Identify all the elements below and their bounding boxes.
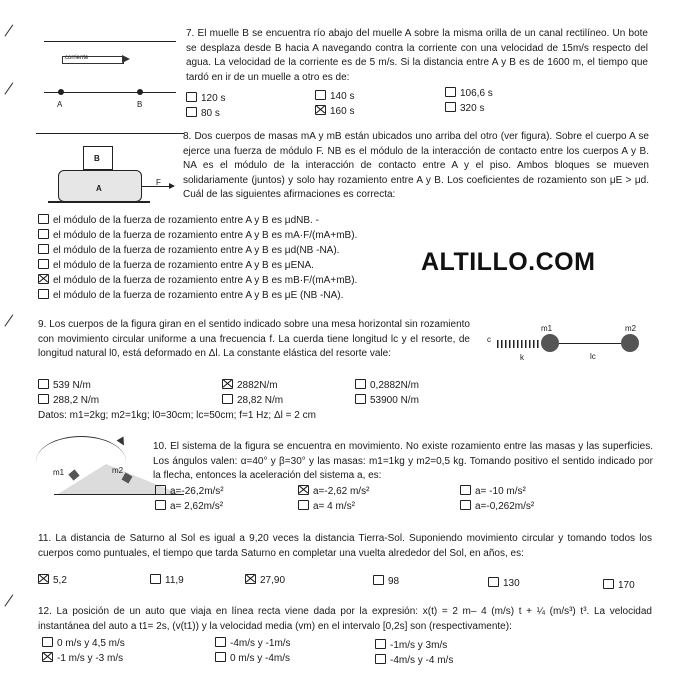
q9-label-m1: m1 bbox=[541, 324, 553, 333]
margin-mark bbox=[4, 595, 13, 607]
q11-option[interactable]: 170 bbox=[603, 579, 635, 594]
checked-checkbox[interactable] bbox=[315, 105, 326, 115]
q9-option[interactable]: 28,82 N/m bbox=[222, 394, 283, 409]
q12-text: 12. La posición de un auto que viaja en línea recta viene dada por la expresión: x(t) = 2 m– 4 (m/s) t + ¼ (m/s³) t³. La velocidad instantánea del auto a t1= 2s, (v(t1)) y la velocidad media (vm) en el intervalo [0,2s] son (respectivamente): bbox=[38, 606, 652, 632]
checkbox[interactable] bbox=[355, 379, 366, 389]
q12-option[interactable]: 0 m/s y -4m/s bbox=[215, 652, 290, 667]
checkbox[interactable] bbox=[375, 654, 386, 664]
q9-mass-1 bbox=[541, 334, 559, 352]
q8-option[interactable]: el módulo de la fuerza de rozamiento entre A y B es mA·F/(mA+mB). bbox=[38, 229, 357, 244]
checked-checkbox[interactable] bbox=[298, 485, 309, 495]
q9-option[interactable]: 288,2 N/m bbox=[38, 394, 99, 409]
checkbox[interactable] bbox=[603, 579, 614, 589]
q10-label-m1: m1 bbox=[53, 468, 65, 477]
margin-mark bbox=[4, 315, 13, 327]
checkbox[interactable] bbox=[38, 229, 49, 239]
checked-checkbox[interactable] bbox=[38, 274, 49, 284]
q9-text: 9. Los cuerpos de la figura giran en el sentido indicado sobre una mesa horizontal sin rozamiento con movimiento circular uniforme a una frecuencia f. La cuerda tiene longitud lc y el resorte, de longitud natural l0, está deformado en Δl. La constante elástica del resorte vale: bbox=[38, 319, 470, 359]
q10-text: 10. El sistema de la figura se encuentra en movimiento. No existe rozamiento entre las masas y las superficies. Los ángulos valen: α=40° y β=30° y las masas: m1=1kg y m2=0,5 kg. Tomando positivo el sentido indicado por la flecha, entonces la aceleración del sistema a, es: bbox=[153, 441, 653, 481]
q12-option-checked[interactable]: -1 m/s y -3 m/s bbox=[42, 652, 123, 667]
checkbox[interactable] bbox=[222, 394, 233, 404]
watermark: ALTILLO.COM bbox=[421, 248, 596, 276]
q7-option[interactable]: 80 s bbox=[186, 107, 220, 122]
q8-label-a: A bbox=[96, 184, 102, 193]
q10-option-checked[interactable]: a=-2,62 m/s² bbox=[298, 485, 369, 500]
q7-option[interactable]: 120 s bbox=[186, 92, 225, 107]
checkbox[interactable] bbox=[38, 379, 49, 389]
checkbox[interactable] bbox=[155, 485, 166, 495]
checkbox[interactable] bbox=[42, 637, 53, 647]
q11-option[interactable]: 98 bbox=[373, 575, 399, 590]
q11-option-checked[interactable]: 5,2 bbox=[38, 574, 67, 589]
q9-label-k: k bbox=[520, 353, 524, 362]
q9-option[interactable]: 539 N/m bbox=[38, 379, 91, 394]
q7-arrow-label: corriente bbox=[65, 55, 89, 61]
q7-option[interactable]: 106,6 s bbox=[445, 87, 493, 102]
q12-option[interactable]: -4m/s y -4 m/s bbox=[375, 654, 453, 669]
q9-option[interactable]: 0,2882N/m bbox=[355, 379, 419, 394]
checkbox[interactable] bbox=[186, 107, 197, 117]
checkbox[interactable] bbox=[460, 485, 471, 495]
q8-option[interactable]: el módulo de la fuerza de rozamiento entre A y B es μE (NB -NA). bbox=[38, 289, 343, 304]
checked-checkbox[interactable] bbox=[38, 574, 49, 584]
checkbox[interactable] bbox=[38, 244, 49, 254]
checkbox[interactable] bbox=[38, 259, 49, 269]
q8-option[interactable]: el módulo de la fuerza de rozamiento entre A y B es μENA. bbox=[38, 259, 314, 274]
checkbox[interactable] bbox=[38, 289, 49, 299]
q9-label-m2: m2 bbox=[625, 324, 637, 333]
checkbox[interactable] bbox=[315, 90, 326, 100]
q11-option[interactable]: 130 bbox=[488, 577, 520, 592]
checkbox[interactable] bbox=[215, 652, 226, 662]
checked-checkbox[interactable] bbox=[222, 379, 233, 389]
q8-label-b: B bbox=[94, 154, 100, 163]
margin-mark bbox=[4, 83, 13, 95]
q9-label-c: c bbox=[487, 335, 491, 344]
q11-option[interactable]: 11,9 bbox=[150, 574, 184, 589]
q8-option[interactable]: el módulo de la fuerza de rozamiento entre A y B es μd(NB -NA). bbox=[38, 244, 339, 259]
q7-top-line bbox=[44, 41, 176, 42]
q8-top-rule bbox=[36, 133, 184, 134]
q9-string bbox=[559, 343, 621, 344]
q9-spring bbox=[497, 340, 541, 348]
q8-option-checked[interactable]: el módulo de la fuerza de rozamiento entre A y B es mB·F/(mA+mB). bbox=[38, 274, 357, 289]
q7-dot-b bbox=[137, 89, 143, 95]
q10-option[interactable]: a=-26,2m/s² bbox=[155, 485, 224, 500]
q10-option[interactable]: a=-0,262m/s² bbox=[460, 500, 534, 515]
checked-checkbox[interactable] bbox=[42, 652, 53, 662]
q8-option[interactable]: el módulo de la fuerza de rozamiento entre A y B es μdNB. - bbox=[38, 214, 319, 229]
q9-label-lc: lc bbox=[590, 352, 596, 361]
q7-arrow-head bbox=[122, 55, 130, 63]
q9-mass-2 bbox=[621, 334, 639, 352]
q7-current-arrow bbox=[62, 56, 124, 64]
q11-text: 11. La distancia de Saturno al Sol es igual a 9,20 veces la distancia Tierra-Sol. Suponiendo movimiento circular y tomando todos los cuerpos como puntuales, el tiempo que tarda Saturno en completar una vuelta alrededor del Sol, en años, es: bbox=[38, 533, 652, 559]
q10-option[interactable]: a= 4 m/s² bbox=[298, 500, 355, 515]
q8-force-head bbox=[169, 183, 175, 189]
q10-option[interactable]: a= 2,62m/s² bbox=[155, 500, 223, 515]
checkbox[interactable] bbox=[155, 500, 166, 510]
checkbox[interactable] bbox=[38, 214, 49, 224]
q11-option-checked[interactable]: 27,90 bbox=[245, 574, 285, 589]
q7-dot-a bbox=[58, 89, 64, 95]
margin-mark bbox=[4, 25, 13, 37]
checkbox[interactable] bbox=[488, 577, 499, 587]
q12-option[interactable]: 0 m/s y 4,5 m/s bbox=[42, 637, 125, 652]
q7-option[interactable]: 320 s bbox=[445, 102, 484, 117]
checkbox[interactable] bbox=[445, 87, 456, 97]
q12-option[interactable]: -4m/s y -1m/s bbox=[215, 637, 291, 652]
checkbox[interactable] bbox=[38, 394, 49, 404]
q9-option[interactable]: 53900 N/m bbox=[355, 394, 419, 409]
checkbox[interactable] bbox=[355, 394, 366, 404]
q7-option[interactable]: 140 s bbox=[315, 90, 354, 105]
q7-label-a: A bbox=[57, 100, 63, 109]
checkbox[interactable] bbox=[460, 500, 471, 510]
q9-data-line: Datos: m1=2kg; m2=1kg; l0=30cm; lc=50cm; f=1 Hz; Δl = 2 cm bbox=[38, 410, 316, 421]
q7-option-checked[interactable]: 160 s bbox=[315, 105, 354, 120]
q7-label-b: B bbox=[137, 100, 143, 109]
checkbox[interactable] bbox=[150, 574, 161, 584]
checkbox[interactable] bbox=[373, 575, 384, 585]
q7-text: 7. El muelle B se encuentra río abajo del muelle A sobre la misma orilla de un canal rectilíneo. Un bote se desplaza desde B hacia A navegando contra la corriente con una velocidad de 15m/s respecto del agua. La velocidad de la corriente es de 5 m/s. Si la distancia entre A y B es de 1600 m, el tiempo que tardó en ir de un muelle a otro es de: bbox=[186, 28, 648, 83]
q9-option-checked[interactable]: 2882N/m bbox=[222, 379, 278, 394]
checked-checkbox[interactable] bbox=[245, 574, 256, 584]
checkbox[interactable] bbox=[298, 500, 309, 510]
q8-floor bbox=[48, 201, 150, 203]
checkbox[interactable] bbox=[186, 92, 197, 102]
q8-label-f: F bbox=[156, 178, 161, 187]
q10-label-m2: m2 bbox=[112, 466, 124, 475]
checkbox[interactable] bbox=[215, 637, 226, 647]
q12-option[interactable]: -1m/s y 3m/s bbox=[375, 639, 447, 654]
checkbox[interactable] bbox=[445, 102, 456, 112]
q8-text: 8. Dos cuerpos de masas mA y mB están ubicados uno arriba del otro (ver figura). Sobre el cuerpo A se ejerce una fuerza de módulo F. NB es el módulo de la interacción de contacto entre los cuerpos A y B. NA es el módulo de la interacción de contacto entre A y el piso. Ambos bloques se mueven solidariamente (juntos) y solo hay rozamiento entre A y B. Los coeficientes de rozamiento son μE > μd. Cuál de las siguientes afirmaciones es correcta: bbox=[183, 131, 649, 200]
q10-option[interactable]: a= -10 m/s² bbox=[460, 485, 526, 500]
q10-arrow-head bbox=[117, 437, 128, 448]
checkbox[interactable] bbox=[375, 639, 386, 649]
